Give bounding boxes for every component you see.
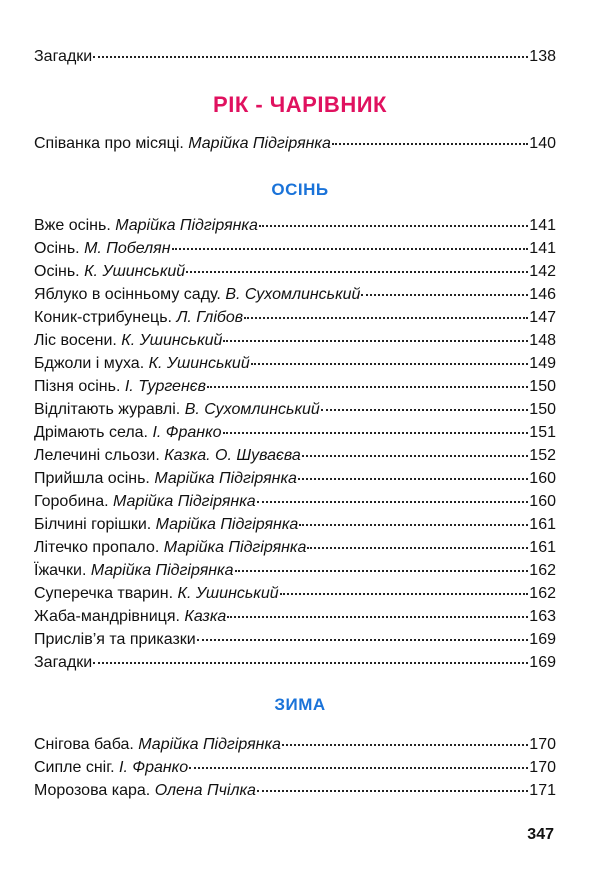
toc-entry: Пізня осінь. І. Тургенєв 150 <box>34 378 556 395</box>
dot-leader <box>227 616 528 618</box>
entry-page: 149 <box>529 355 556 372</box>
toc-entry: Білчині горішки. Марійка Підгірянка 161 <box>34 516 556 533</box>
entry-page: 161 <box>529 539 556 556</box>
entry-page: 163 <box>529 608 556 625</box>
dot-leader <box>93 662 528 664</box>
toc-entry: Жаба-мандрівниця. Казка 163 <box>34 608 556 625</box>
entry-author: Марійка Підгірянка <box>188 135 331 152</box>
toc-entry: Прислів’я та приказки 169 <box>34 631 556 648</box>
entry-page: 141 <box>529 217 556 234</box>
entry-page: 160 <box>529 470 556 487</box>
entry-page: 147 <box>529 309 556 326</box>
entry-author: Марійка Підгірянка <box>90 562 234 579</box>
entry-author: В. Сухомлинський <box>184 401 320 418</box>
toc-entry: Прийшла осінь. Марійка Підгірянка 160 <box>34 470 556 487</box>
toc-entry: Яблуко в осінньому саду. В. Сухомлинський 146 <box>34 286 556 303</box>
dot-leader <box>244 317 528 319</box>
toc-entry: Ліс восени. К. Ушинський 148 <box>34 332 556 349</box>
entry-author: Марійка Підгірянка <box>163 539 307 556</box>
entry-author: К. Ушинський <box>177 585 279 602</box>
entry-author: І. Франко <box>119 759 189 776</box>
entry-page: 142 <box>529 263 556 280</box>
dot-leader <box>307 547 528 549</box>
toc-entry: Дрімають села. І. Франко 151 <box>34 424 556 441</box>
toc-entry: Лелечині сльози. Казка. О. Шуваєва 152 <box>34 447 556 464</box>
entry-author: І. Франко <box>152 424 222 441</box>
entry-author: Марійка Підгірянка <box>113 493 256 510</box>
toc-entry: Суперечка тварин. К. Ушинський 162 <box>34 585 556 602</box>
dot-leader <box>321 409 528 411</box>
dot-leader <box>189 767 528 769</box>
entry-page: 162 <box>529 562 556 579</box>
dot-leader <box>302 455 529 457</box>
entry-page: 169 <box>529 631 556 648</box>
toc-entry: Відлітають журавлі. В. Сухомлинський 150 <box>34 401 556 418</box>
entry-page: 170 <box>529 759 556 776</box>
toc-entry: Вже осінь. Марійка Підгірянка 141 <box>34 217 556 234</box>
entry-page: 170 <box>529 736 556 753</box>
dot-leader <box>298 478 528 480</box>
dot-leader <box>197 639 529 641</box>
entry-page: 169 <box>529 654 556 671</box>
dot-leader <box>299 524 528 526</box>
dot-leader <box>257 501 529 503</box>
dot-leader <box>332 143 528 145</box>
entry-author: К. Ушинський <box>84 263 186 280</box>
dot-leader <box>235 570 529 572</box>
toc-entry <box>34 134 556 154</box>
entry-author: Марійка Підгірянка <box>115 217 258 234</box>
dot-leader <box>207 386 528 388</box>
dot-leader <box>172 248 529 250</box>
page-number: 347 <box>527 826 554 843</box>
toc-entry: Морозова кара. Олена Пчілка 171 <box>34 782 556 799</box>
dot-leader <box>361 294 528 296</box>
toc-entry <box>34 47 556 67</box>
entry-author: Марійка Підгірянка <box>155 516 299 533</box>
entry-author: Марійка Підгірянка <box>138 736 281 753</box>
section-heading-zyma: ЗИМА <box>274 695 326 714</box>
entry-page: 160 <box>529 493 556 510</box>
entry-page: 152 <box>529 447 556 464</box>
entry-page: 138 <box>529 48 556 65</box>
toc-entry: Коник-стрибунець. Л. Глібов 147 <box>34 309 556 326</box>
toc-entry: Бджоли і муха. К. Ушинський 149 <box>34 355 556 372</box>
entry-author: К. Ушинський <box>148 355 250 372</box>
entry-page: 161 <box>529 516 556 533</box>
entry-author: Олена Пчілка <box>154 782 256 799</box>
entry-author: Казка. О. Шуваєва <box>164 447 301 464</box>
entry-author: В. Сухомлинський <box>225 286 361 303</box>
dot-leader <box>223 340 528 342</box>
entry-page: 140 <box>529 135 556 152</box>
dot-leader <box>282 744 528 746</box>
entry-page: 148 <box>529 332 556 349</box>
dot-leader <box>186 271 528 273</box>
dot-leader <box>93 56 528 58</box>
dot-leader <box>257 790 528 792</box>
dot-leader <box>223 432 529 434</box>
entry-page: 146 <box>529 286 556 303</box>
entry-page: 150 <box>529 401 556 418</box>
dot-leader <box>259 225 528 227</box>
entry-title: Співанка про місяці. Марійка Підгірянка <box>34 135 331 152</box>
entry-author: І. Тургенєв <box>124 378 207 395</box>
entry-author: М. Побелян <box>84 240 171 257</box>
toc-entry: Горобина. Марійка Підгірянка 160 <box>34 493 556 510</box>
entry-page: 151 <box>529 424 556 441</box>
entry-page: 162 <box>529 585 556 602</box>
section-heading-rik-charivnyk: РІК - ЧАРІВНИК <box>213 92 387 117</box>
entry-author: Казка <box>184 608 227 625</box>
toc-entry: Загадки 169 <box>34 654 556 671</box>
dot-leader <box>251 363 529 365</box>
entry-page: 141 <box>529 240 556 257</box>
entry-page: 171 <box>529 782 556 799</box>
entry-page: 150 <box>529 378 556 395</box>
toc-entry: Осінь. К. Ушинський 142 <box>34 263 556 280</box>
toc-entry: Снігова баба. Марійка Підгірянка 170 <box>34 736 556 753</box>
dot-leader <box>280 593 529 595</box>
toc-entry: Їжачки. Марійка Підгірянка 162 <box>34 562 556 579</box>
entry-author: Л. Глібов <box>176 309 244 326</box>
toc-entry: Сипле сніг. І. Франко 170 <box>34 759 556 776</box>
section-heading-osin: ОСІНЬ <box>271 180 329 199</box>
entry-author: Марійка Підгірянка <box>154 470 297 487</box>
toc-entry: Осінь. М. Побелян 141 <box>34 240 556 257</box>
entry-author: К. Ушинський <box>121 332 223 349</box>
toc-entry: Літечко пропало. Марійка Підгірянка 161 <box>34 539 556 556</box>
entry-title: Загадки <box>34 48 93 65</box>
